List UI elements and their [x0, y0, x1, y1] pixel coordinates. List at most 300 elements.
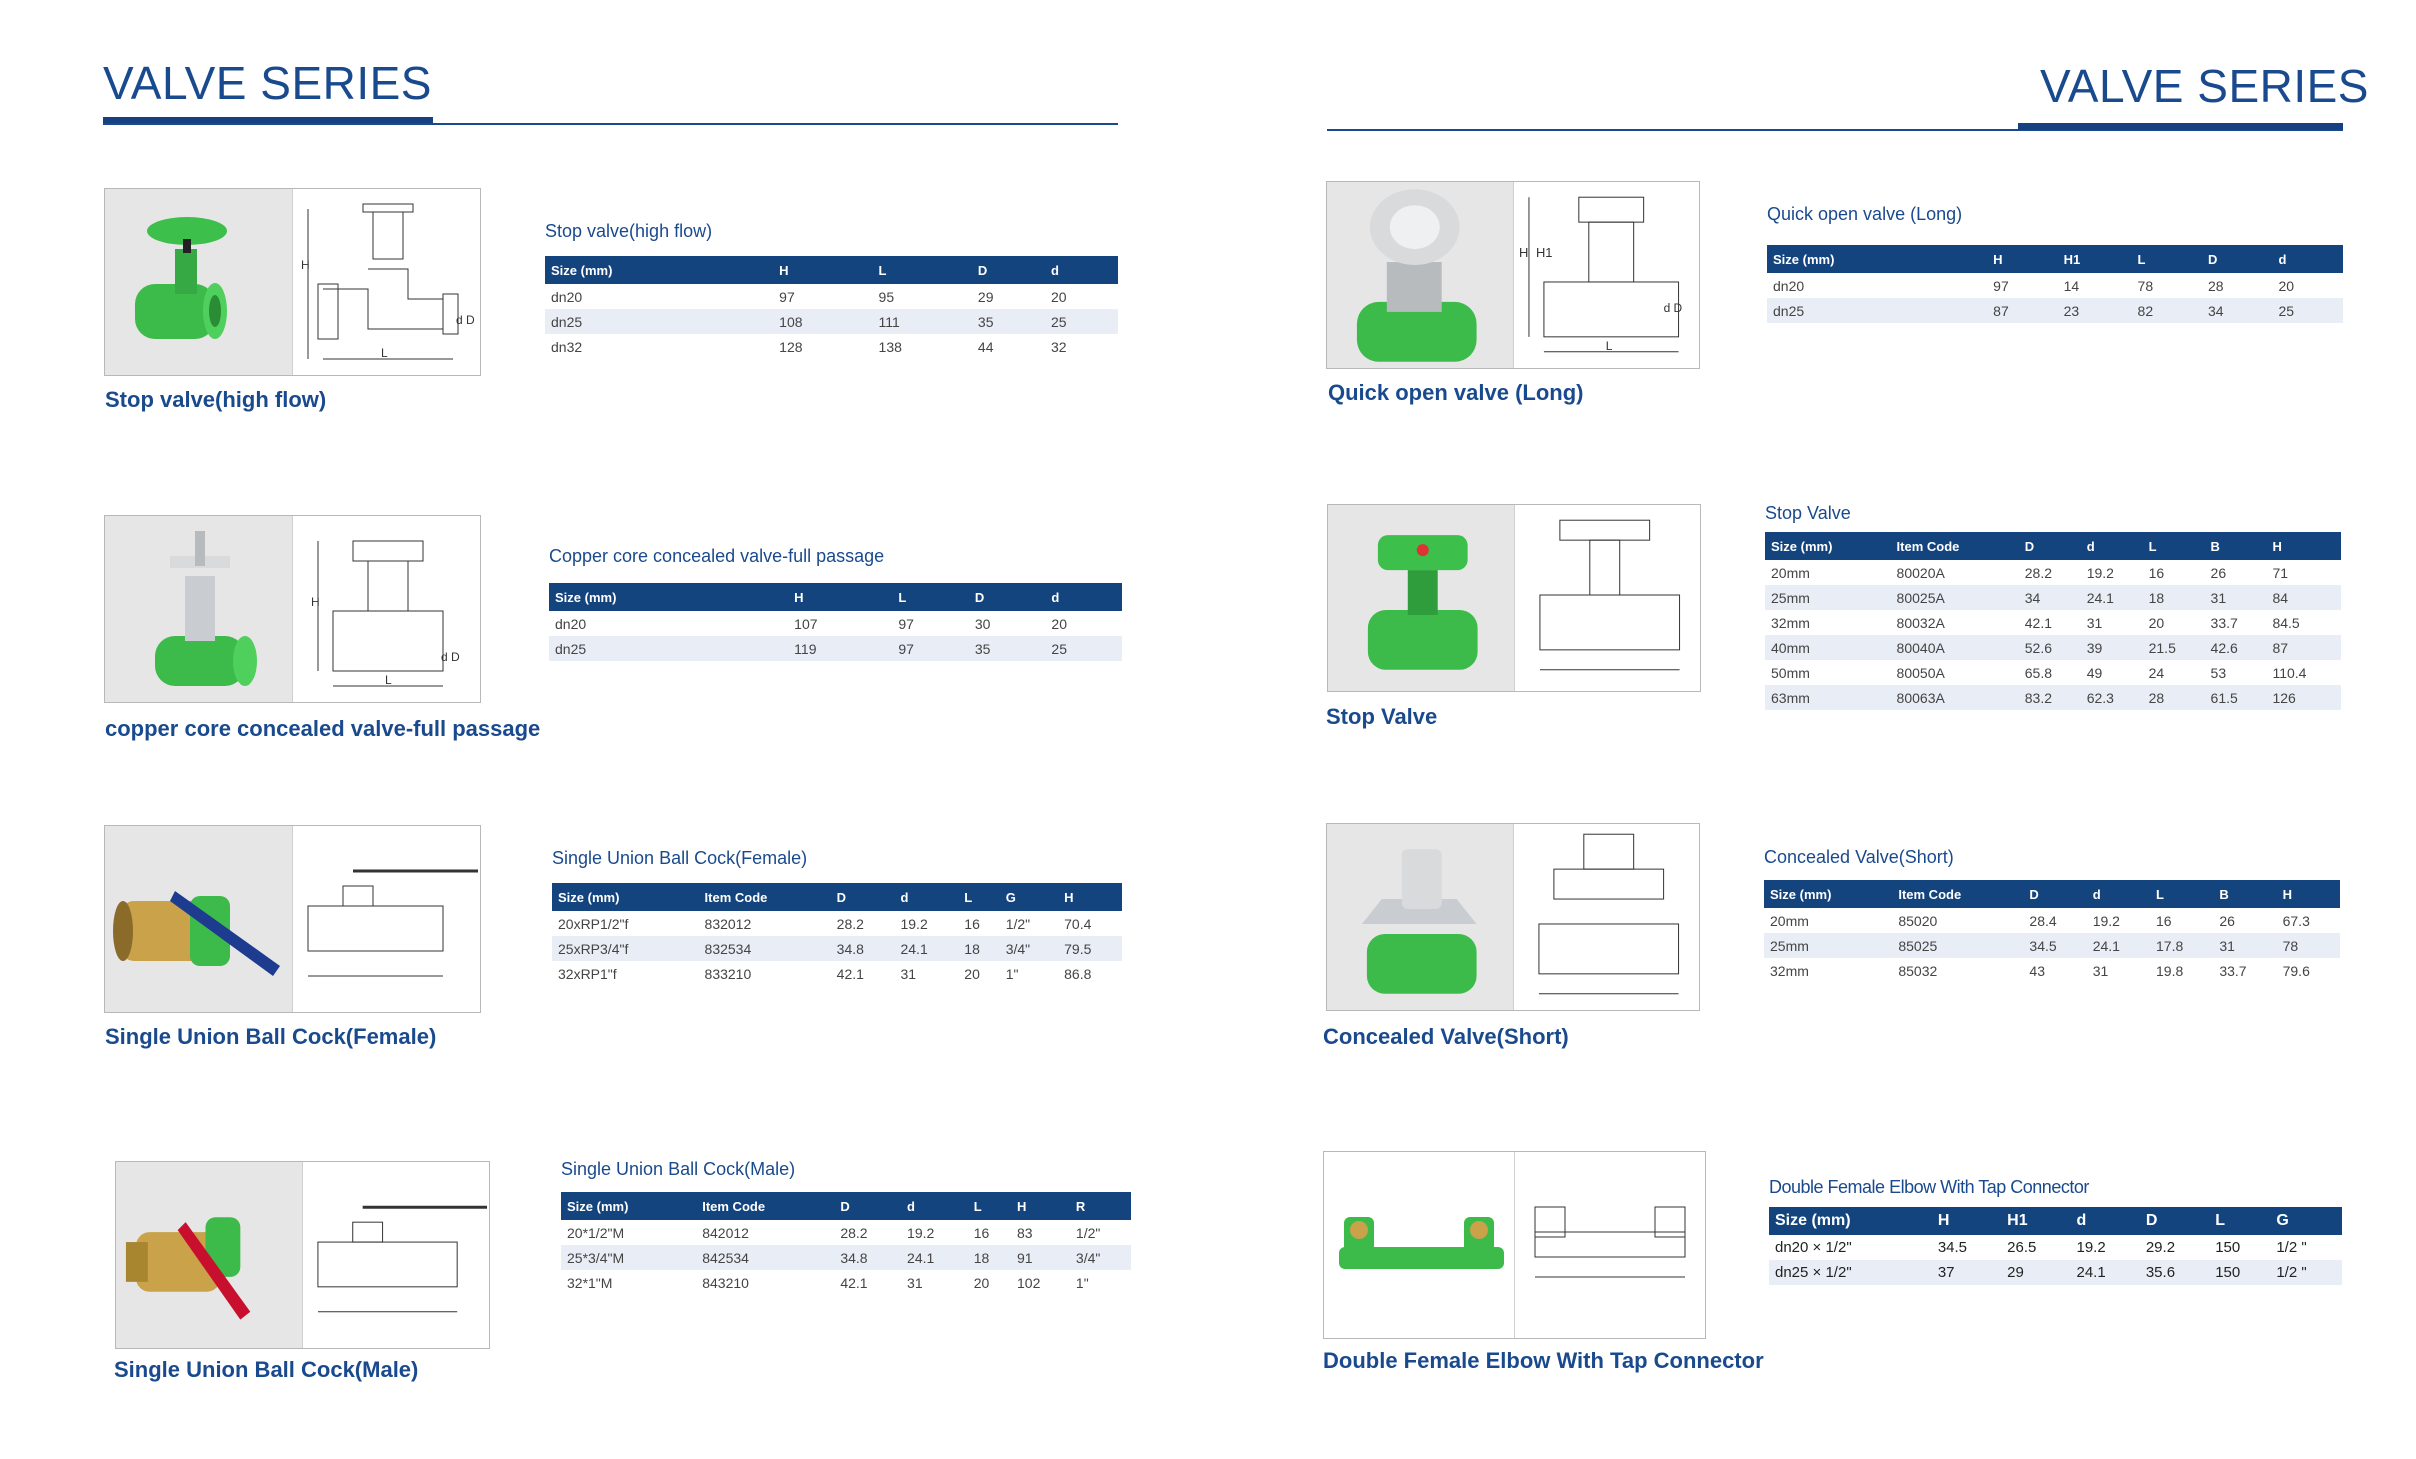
table-cell: dn25 × 1/2": [1769, 1260, 1932, 1285]
table-cell: 97: [892, 636, 969, 661]
table-cell: 842012: [702, 1224, 749, 1241]
table-cell: 16: [2148, 564, 2165, 581]
column-header: Item Code: [1892, 880, 2023, 908]
column-header: H: [2277, 880, 2340, 908]
table-row: [1765, 585, 2341, 610]
column-header: D: [972, 256, 1045, 284]
column-header: L: [2132, 245, 2202, 273]
table-cell: 1/2": [1075, 1224, 1101, 1241]
column-header: L: [2150, 880, 2213, 908]
table-cell: 1/2 ": [2276, 1239, 2307, 1256]
table-cell: 62.3: [2081, 685, 2143, 710]
table-cell: 80050A: [1896, 664, 1945, 681]
table-row: [545, 284, 1118, 309]
table-cell: 28: [2208, 277, 2224, 294]
table-row: [549, 611, 1122, 636]
column-header: H: [1011, 1192, 1070, 1220]
column-header: Size (mm): [561, 1192, 696, 1220]
table-header-row: [1769, 1207, 2342, 1235]
table-cell: 28.4: [2029, 912, 2057, 929]
technical-drawing: [302, 1162, 489, 1348]
column-header: G: [1000, 883, 1058, 911]
column-header: Size (mm): [552, 883, 699, 911]
product-image-double-female-elbow: [1323, 1151, 1706, 1339]
table-row: [552, 936, 1122, 961]
column-header: D: [831, 883, 895, 911]
table-cell: 24.1: [894, 936, 958, 961]
table-cell: 20: [2148, 614, 2165, 631]
column-header: D: [2023, 880, 2086, 908]
table-cell: 19.2: [2086, 564, 2114, 581]
table-row: [561, 1270, 1131, 1295]
table-cell: 24.1: [2071, 1260, 2140, 1285]
column-header: Size (mm): [1769, 1207, 1932, 1235]
table-cell: 33.7: [2210, 614, 2238, 631]
table-cell: 37: [1932, 1260, 2001, 1285]
product-photo: [105, 826, 292, 1012]
table-cell: 832012: [704, 915, 752, 932]
spec-table-concealed-short: [1764, 880, 2340, 983]
product-image-stop-valve-high-flow: [104, 188, 481, 376]
table-cell: 1": [1075, 1274, 1089, 1291]
table-cell: 20: [2278, 277, 2295, 294]
table-header-row: [561, 1192, 1131, 1220]
table-cell: dn20: [1773, 277, 1805, 294]
table-cell: 20: [973, 1274, 990, 1291]
product-name: Single Union Ball Cock(Male): [114, 1357, 419, 1382]
column-header: d: [901, 1192, 968, 1220]
table-cell: 833210: [704, 965, 752, 982]
table-cell: 31: [2086, 614, 2103, 631]
column-header: D: [2202, 245, 2272, 273]
table-row: [545, 309, 1118, 334]
table-cell: 34.8: [834, 1245, 901, 1270]
table-row: [1765, 560, 2341, 585]
table-header-row: [552, 883, 1122, 911]
column-header: B: [2213, 880, 2276, 908]
table-cell: 43: [2029, 962, 2045, 979]
table-cell: 95: [878, 288, 895, 305]
column-header: L: [2209, 1207, 2270, 1235]
table-cell: 17.8: [2150, 933, 2213, 958]
table-cell: 31: [900, 965, 917, 982]
table-cell: 138: [878, 338, 902, 355]
table-cell: 24.1: [2087, 933, 2150, 958]
table-cell: 19.2: [900, 915, 928, 932]
table-cell: 29: [2001, 1260, 2070, 1285]
column-header: H: [1058, 883, 1122, 911]
table-cell: 83: [1017, 1224, 1033, 1241]
table-row: [1764, 908, 2340, 933]
spec-table-quick-open-long: [1767, 245, 2343, 323]
table-cell: 28.2: [840, 1224, 868, 1241]
technical-drawing: [1514, 505, 1701, 691]
table-cell: 91: [1011, 1245, 1070, 1270]
table-title: Single Union Ball Cock(Male): [561, 1159, 796, 1179]
page-title-right: VALVE SERIES: [2040, 60, 2369, 112]
column-header: L: [968, 1192, 1011, 1220]
product-name: Double Female Elbow With Tap Connector: [1323, 1348, 1764, 1373]
technical-drawing: [292, 826, 480, 1012]
table-header-row: [1764, 880, 2340, 908]
table-cell: dn25: [549, 636, 788, 661]
table-cell: 16: [973, 1224, 990, 1241]
table-cell: 34.5: [1937, 1239, 1968, 1256]
table-cell: 26.5: [2007, 1239, 2037, 1256]
table-cell: 25*3/4"M: [561, 1245, 696, 1270]
product-photo: [116, 1162, 302, 1348]
table-cell: 86.8: [1064, 965, 1092, 982]
table-cell: 832534: [699, 936, 831, 961]
table-cell: 24.1: [901, 1245, 968, 1270]
table-cell: 23: [2058, 298, 2132, 323]
svg-text:d D: d D: [456, 313, 475, 327]
table-cell: 80025A: [1891, 585, 2019, 610]
table-cell: 107: [794, 615, 818, 632]
table-cell: 31: [2205, 585, 2267, 610]
product-photo: [105, 189, 292, 375]
table-cell: 843210: [702, 1274, 749, 1291]
svg-text:L: L: [381, 346, 388, 360]
table-cell: 34.5: [2023, 933, 2086, 958]
table-cell: 19.2: [2076, 1239, 2106, 1256]
table-cell: 35: [969, 636, 1046, 661]
table-cell: 150: [2209, 1260, 2270, 1285]
table-title: Stop Valve: [1765, 503, 1851, 523]
table-row: [1765, 635, 2341, 660]
table-cell: 30: [974, 615, 991, 632]
product-image-quick-open-long: [1326, 181, 1700, 369]
table-row: [1765, 610, 2341, 635]
product-name: Quick open valve (Long): [1328, 380, 1584, 405]
technical-drawing: [292, 516, 480, 702]
table-cell: 80020A: [1896, 564, 1945, 581]
table-cell: 79.5: [1058, 936, 1122, 961]
column-header: D: [834, 1192, 901, 1220]
table-row: [561, 1245, 1131, 1270]
product-photo: [1328, 505, 1514, 691]
table-cell: 71: [2272, 564, 2289, 581]
table-row: [1769, 1260, 2342, 1285]
table-cell: 14: [2063, 277, 2080, 294]
table-title: Double Female Elbow With Tap Connector: [1769, 1177, 2089, 1197]
spec-table-stop-valve-high-flow: [545, 256, 1118, 359]
table-cell: 39: [2081, 635, 2143, 660]
technical-drawing: [1513, 182, 1700, 368]
spec-table-single-union-female: [552, 883, 1122, 986]
column-header: Size (mm): [1764, 880, 1892, 908]
table-cell: 42.1: [2024, 614, 2053, 631]
table-cell: 26: [2219, 912, 2235, 929]
table-cell: 87: [2266, 635, 2341, 660]
column-header: B: [2205, 532, 2267, 560]
product-photo: [105, 516, 292, 702]
table-cell: 35.6: [2140, 1260, 2209, 1285]
table-cell: 28: [2143, 685, 2205, 710]
column-header: d: [2272, 245, 2343, 273]
table-cell: 24.1: [2081, 585, 2143, 610]
table-cell: 108: [773, 309, 872, 334]
table-row: [1764, 933, 2340, 958]
product-name: Stop Valve: [1326, 704, 1438, 729]
table-cell: 49: [2086, 664, 2103, 681]
product-name: copper core concealed valve-full passage: [105, 716, 541, 741]
table-header-row: [1765, 532, 2341, 560]
spec-table-double-female-elbow: [1769, 1207, 2342, 1285]
table-cell: 70.4: [1064, 915, 1092, 932]
table-cell: 35: [972, 309, 1045, 334]
table-header-row: [549, 583, 1122, 611]
table-cell: 1/2": [1005, 915, 1031, 932]
table-cell: 32*1"M: [567, 1274, 613, 1291]
column-header: D: [969, 583, 1046, 611]
table-title: Concealed Valve(Short): [1764, 847, 1954, 867]
table-cell: 63mm: [1765, 685, 1891, 710]
column-header: H: [2266, 532, 2341, 560]
table-cell: 18: [968, 1245, 1011, 1270]
table-cell: 111: [873, 309, 972, 334]
column-header: d: [894, 883, 958, 911]
table-cell: 20mm: [1770, 912, 1809, 929]
column-header: L: [892, 583, 969, 611]
product-photo: [1324, 1152, 1514, 1338]
table-cell: 31: [2213, 933, 2276, 958]
table-cell: 67.3: [2282, 912, 2310, 929]
table-cell: 18: [2143, 585, 2205, 610]
table-cell: 61.5: [2205, 685, 2267, 710]
column-header: G: [2270, 1207, 2342, 1235]
table-row: [1767, 273, 2343, 298]
table-cell: 119: [788, 636, 892, 661]
table-cell: 82: [2132, 298, 2202, 323]
table-cell: 79.6: [2282, 962, 2310, 979]
table-row: [552, 961, 1122, 986]
table-cell: 16: [964, 915, 980, 932]
table-cell: 32: [1050, 338, 1067, 355]
table-cell: 97: [898, 615, 914, 632]
product-image-concealed-short: [1326, 823, 1700, 1011]
table-cell: 84.5: [2272, 614, 2300, 631]
table-cell: 32xRP1"f: [558, 965, 617, 982]
table-cell: 80032A: [1896, 614, 1945, 631]
technical-drawing: [292, 189, 480, 375]
table-cell: 28.2: [2024, 564, 2053, 581]
table-header-row: [545, 256, 1118, 284]
column-header: D: [2019, 532, 2081, 560]
column-header: R: [1070, 1192, 1131, 1220]
table-cell: 19.2: [2092, 912, 2120, 929]
table-cell: 78: [2277, 933, 2340, 958]
product-image-single-union-male: [115, 1161, 490, 1349]
table-cell: 31: [907, 1274, 923, 1291]
technical-drawing: [1514, 1152, 1705, 1338]
table-cell: 87: [1987, 298, 2057, 323]
product-name: Single Union Ball Cock(Female): [105, 1024, 437, 1049]
product-image-copper-core-concealed: [104, 515, 481, 703]
table-cell: 97: [1993, 277, 2009, 294]
table-cell: 110.4: [2272, 664, 2307, 681]
table-cell: 20: [1051, 615, 1067, 632]
column-header: Size (mm): [545, 256, 773, 284]
svg-text:H: H: [301, 258, 310, 272]
column-header: H1: [2058, 245, 2132, 273]
table-cell: 32mm: [1770, 962, 1809, 979]
table-cell: 52.6: [2019, 635, 2081, 660]
table-cell: 18: [958, 936, 999, 961]
table-cell: 102: [1017, 1274, 1041, 1291]
column-header: d: [1045, 256, 1118, 284]
table-cell: 32mm: [1771, 614, 1810, 631]
table-cell: 1": [1005, 965, 1019, 982]
column-header: H: [1987, 245, 2057, 273]
table-cell: 16: [2156, 912, 2172, 929]
table-cell: dn20 × 1/2": [1775, 1239, 1852, 1256]
technical-drawing: [1513, 824, 1700, 1010]
svg-text:H: H: [311, 595, 320, 609]
svg-text:d D: d D: [1663, 300, 1682, 315]
column-header: Item Code: [1891, 532, 2019, 560]
table-cell: 3/4": [1000, 936, 1058, 961]
table-cell: 97: [779, 288, 795, 305]
table-cell: 29.2: [2145, 1239, 2176, 1256]
table-cell: 25: [2272, 298, 2343, 323]
column-header: H: [788, 583, 892, 611]
table-cell: 65.8: [2024, 664, 2053, 681]
svg-text:H: H: [1518, 245, 1528, 261]
table-cell: 42.1: [836, 965, 864, 982]
table-cell: 3/4": [1070, 1245, 1131, 1270]
table-row: [1769, 1235, 2342, 1260]
table-cell: dn20: [551, 288, 583, 305]
table-cell: 85032: [1898, 962, 1938, 979]
column-header: L: [2143, 532, 2205, 560]
svg-text:H1: H1: [1535, 245, 1553, 261]
table-cell: dn25: [1767, 298, 1987, 323]
table-title: Copper core concealed valve-full passage: [549, 546, 885, 566]
column-header: Size (mm): [549, 583, 788, 611]
table-cell: 40mm: [1765, 635, 1891, 660]
table-cell: 20: [964, 965, 980, 982]
table-title: Stop valve(high flow): [545, 221, 713, 241]
table-cell: 25: [1045, 636, 1122, 661]
table-row: [549, 636, 1122, 661]
table-row: [545, 334, 1118, 359]
table-cell: 53: [2210, 664, 2227, 681]
table-cell: 25: [1045, 309, 1118, 334]
svg-text:d D: d D: [441, 650, 460, 664]
column-header: d: [1045, 583, 1122, 611]
table-cell: 78: [2137, 277, 2154, 294]
column-header: Item Code: [696, 1192, 834, 1220]
table-cell: 126: [2266, 685, 2341, 710]
table-cell: 19.8: [2156, 962, 2184, 979]
title-accent-right: [2018, 123, 2343, 130]
column-header: D: [2140, 1207, 2209, 1235]
table-title: Quick open valve (Long): [1767, 204, 1963, 224]
table-cell: 25mm: [1765, 585, 1891, 610]
table-cell: 33.7: [2219, 962, 2247, 979]
table-cell: 44: [977, 338, 994, 355]
table-row: [1767, 298, 2343, 323]
table-cell: 21.5: [2143, 635, 2205, 660]
table-cell: 34: [2202, 298, 2272, 323]
table-cell: 83.2: [2019, 685, 2081, 710]
column-header: Item Code: [699, 883, 831, 911]
svg-text:L: L: [1605, 338, 1612, 353]
table-cell: 31: [2092, 962, 2109, 979]
column-header: d: [2081, 532, 2143, 560]
table-cell: 50mm: [1771, 664, 1810, 681]
table-cell: 42.1: [840, 1274, 868, 1291]
table-cell: 28.2: [836, 915, 864, 932]
product-image-stop-valve: [1327, 504, 1701, 692]
table-cell: 84: [2266, 585, 2341, 610]
product-photo: [1327, 182, 1513, 368]
column-header: d: [2087, 880, 2150, 908]
table-cell: 85025: [1892, 933, 2023, 958]
table-cell: dn25: [545, 309, 773, 334]
table-cell: 20: [1050, 288, 1067, 305]
table-cell: 842534: [696, 1245, 834, 1270]
spec-table-copper-core-concealed: [549, 583, 1122, 661]
table-cell: 19.2: [907, 1224, 935, 1241]
table-row: [1764, 958, 2340, 983]
table-cell: dn20: [555, 615, 587, 632]
product-photo: [1327, 824, 1513, 1010]
table-cell: 85020: [1898, 912, 1938, 929]
title-rule-left: [103, 123, 1118, 125]
spec-table-stop-valve: [1765, 532, 2341, 710]
table-cell: 80063A: [1891, 685, 2019, 710]
table-cell: 25mm: [1764, 933, 1892, 958]
table-cell: 20xRP1/2"f: [558, 915, 629, 932]
column-header: L: [958, 883, 999, 911]
table-cell: 80040A: [1891, 635, 2019, 660]
spec-table-single-union-male: [561, 1192, 1131, 1295]
table-header-row: [1767, 245, 2343, 273]
column-header: H1: [2001, 1207, 2070, 1235]
column-header: L: [873, 256, 972, 284]
product-name: Concealed Valve(Short): [1323, 1024, 1569, 1049]
column-header: H: [1932, 1207, 2001, 1235]
table-row: [1765, 685, 2341, 710]
column-header: H: [773, 256, 872, 284]
table-cell: 25xRP3/4"f: [552, 936, 699, 961]
product-name: Stop valve(high flow): [105, 387, 327, 412]
table-cell: dn32: [551, 338, 583, 355]
table-cell: 150: [2215, 1239, 2241, 1256]
svg-text:L: L: [385, 673, 392, 687]
table-cell: 20*1/2"M: [567, 1224, 625, 1241]
table-row: [552, 911, 1122, 936]
table-title: Single Union Ball Cock(Female): [552, 848, 808, 868]
table-cell: 42.6: [2205, 635, 2267, 660]
table-cell: 24: [2148, 664, 2165, 681]
table-cell: 1/2 ": [2270, 1260, 2342, 1285]
column-header: Size (mm): [1767, 245, 1987, 273]
table-cell: 34: [2019, 585, 2081, 610]
table-cell: 26: [2210, 564, 2227, 581]
page-title-left: VALVE SERIES: [103, 57, 432, 109]
table-cell: 20mm: [1771, 564, 1810, 581]
product-image-single-union-female: [104, 825, 481, 1013]
table-row: [561, 1220, 1131, 1245]
column-header: Size (mm): [1765, 532, 1891, 560]
table-row: [1765, 660, 2341, 685]
table-cell: 34.8: [831, 936, 895, 961]
column-header: d: [2071, 1207, 2140, 1235]
table-cell: 29: [977, 288, 994, 305]
